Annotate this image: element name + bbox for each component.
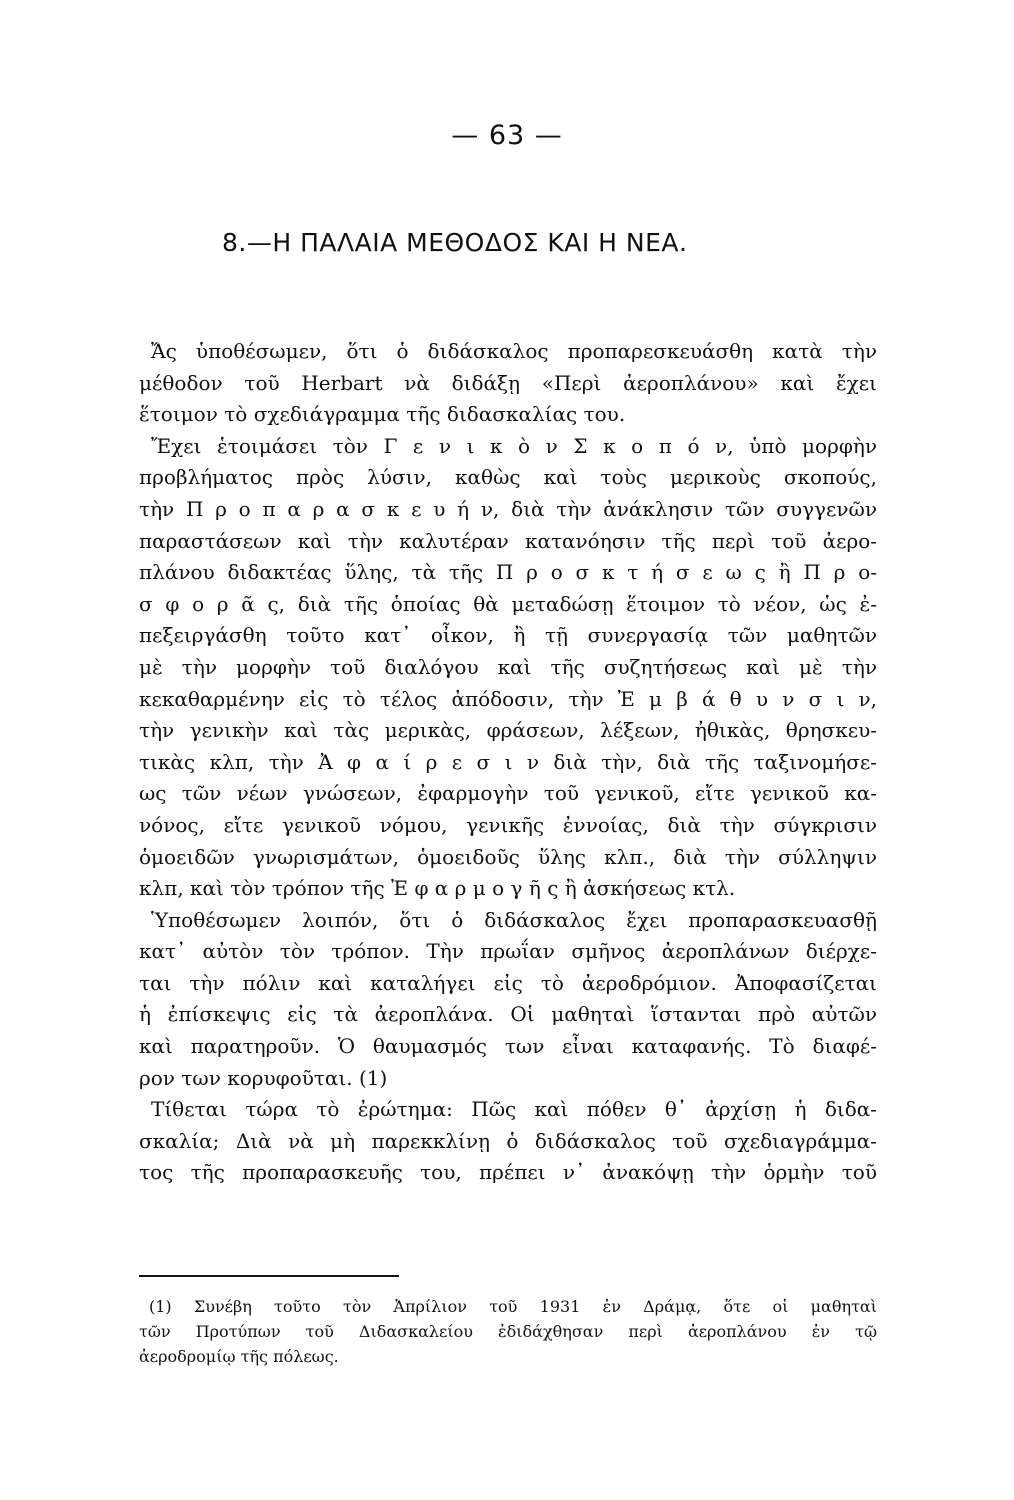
text-line: ως τῶν νέων γνώσεων, ἐφαρμογὴν τοῦ γενικοῦ, εἴτε γενικοῦ κα- [139,781,877,806]
page-number: — 63 — [451,120,563,151]
text-line: μέθοδον τοῦ Herbart νὰ διδάξῃ «Περὶ ἀεροπλάνου» καὶ ἔχει [139,370,877,395]
chapter-title: 8.—Η ΠΑΛΑΙΑ ΜΕΘΟΔΟΣ ΚΑΙ Η ΝΕΑ. [222,228,688,257]
text-line: κατ᾽ αὐτὸν τὸν τρόπον. Τὴν πρωΐαν σμῆνος ἀεροπλάνων διέρχε- [139,939,877,964]
text-line: ὁμοειδῶν γνωρισμάτων, ὁμοειδοῦς ὕλης κλπ., διὰ τὴν σύλληψιν [139,844,877,869]
paragraph-4 [139,1094,877,1189]
text-line: προβλήματος πρὸς λύσιν, καθὼς καὶ τοὺς μερικοὺς σκοπούς, [139,465,877,490]
footnote-line: (1) Συνέβη τοῦτο τὸν Ἀπρίλιον τοῦ 1931 ἐν Δράμᾳ, ὅτε οἱ μαθηταὶ [149,1297,877,1316]
text-line: τὴν Π ρ ο π α ρ α σ κ ε υ ή ν, διὰ τὴν ἀνάκλησιν τῶν συγγενῶν [139,496,877,521]
text-line: ρον των κορυφοῦται. (1) [139,1065,388,1090]
text-line: καὶ παρατηροῦν. Ὁ θαυμασμός των εἶναι καταφανής. Τὸ διαφέ- [139,1034,877,1059]
text-line: πεξειργάσθη τοῦτο κατ᾽ οἶκον, ἢ τῇ συνεργασίᾳ τῶν μαθητῶν [139,623,877,648]
paragraph-2 [139,431,877,905]
footnote [139,1294,877,1369]
text-line: μὲ τὴν μορφὴν τοῦ διαλόγου καὶ τῆς συζητήσεως καὶ μὲ τὴν [139,654,877,679]
text-line: Τίθεται τώρα τὸ ἐρώτημα: Πῶς καὶ πόθεν θ᾽ ἀρχίσῃ ἡ διδα- [151,1097,877,1122]
text-line: Ἔχει ἑτοιμάσει τὸν Γ ε ν ι κ ὸ ν Σ κ ο π ό ν, ὑπὸ μορφὴν [151,433,877,458]
text-line: σκαλία; Διὰ νὰ μὴ παρεκκλίνῃ ὁ διδάσκαλος τοῦ σχεδιαγράμμα- [139,1128,877,1153]
text-line: κλπ, καὶ τὸν τρόπον τῆς Ἐ φ α ρ μ ο γ ῆ ς ἢ ἀσκήσεως κτλ. [139,876,736,901]
text-line: ἡ ἐπίσκεψις εἰς τὰ ἀεροπλάνα. Οἱ μαθηταὶ ἵστανται πρὸ αὐτῶν [139,1002,877,1027]
text-line: παραστάσεων καὶ τὴν καλυτέραν κατανόησιν τῆς περὶ τοῦ ἀερο- [139,528,877,553]
footnote-divider [139,1275,399,1277]
body-text [139,336,877,1189]
text-line: τικὰς κλπ, τὴν Ἀ φ α ί ρ ε σ ι ν διὰ τὴν, διὰ τῆς ταξινομήσε- [139,749,877,774]
text-line: τὴν γενικὴν καὶ τὰς μερικὰς, φράσεων, λέξεων, ἠθικὰς, θρησκευ- [139,718,877,743]
text-line: Ὑποθέσωμεν λοιπόν, ὅτι ὁ διδάσκαλος ἔχει προπαρασκευασθῇ [151,907,877,932]
footnote-line: τῶν Προτύπων τοῦ Διδασκαλείου ἐδιδάχθησαν περὶ ἀεροπλάνου ἐν τῷ [139,1322,877,1341]
text-line: κεκαθαρμένην εἰς τὸ τέλος ἀπόδοσιν, τὴν Ἐ μ β ά θ υ ν σ ι ν, [139,686,877,711]
paragraph-1 [139,336,877,431]
paragraph-3 [139,905,877,1095]
footnote-line: ἀεροδρομίῳ τῆς πόλεως. [139,1347,339,1366]
text-line: νόνος, εἴτε γενικοῦ νόμου, γενικῆς ἐννοίας, διὰ τὴν σύγκρισιν [139,812,877,837]
text-line: σ φ ο ρ ᾶ ς, διὰ τῆς ὁποίας θὰ μεταδώσῃ ἕτοιμον τὸ νέον, ὡς ἐ- [139,591,877,616]
text-line: ται τὴν πόλιν καὶ καταλήγει εἰς τὸ ἀεροδρόμιον. Ἀποφασίζεται [139,970,877,995]
text-line: πλάνου διδακτέας ὕλης, τὰ τῆς Π ρ ο σ κ τ ή σ ε ω ς ἢ Π ρ ο- [139,560,877,585]
text-line: Ἄς ὑποθέσωμεν, ὅτι ὁ διδάσκαλος προπαρεσκευάσθη κατὰ τὴν [151,339,877,363]
text-line: ἕτοιμον τὸ σχεδιάγραμμα τῆς διδασκαλίας του. [139,402,626,427]
text-line: τος τῆς προπαρασκευῆς του, πρέπει ν᾽ ἀνακόψῃ τὴν ὁρμὴν τοῦ [139,1160,877,1185]
